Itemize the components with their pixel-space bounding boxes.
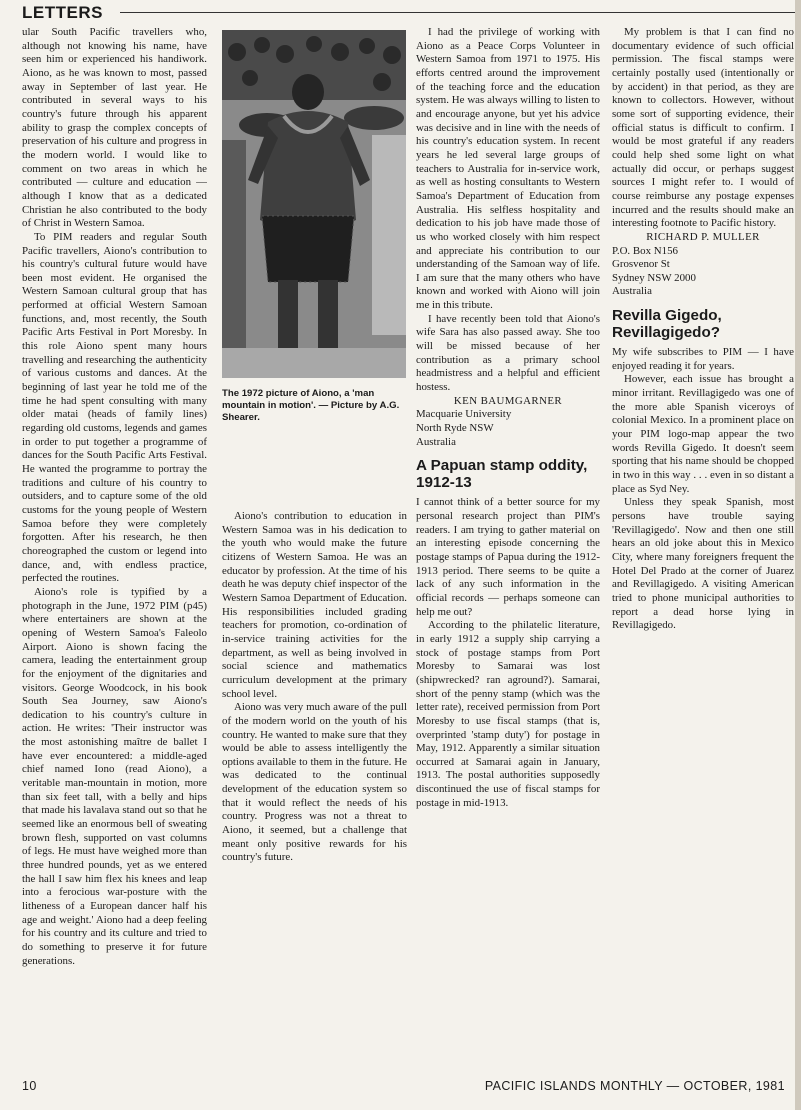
article1-paragraph-6: I had the privilege of working with Aiono as a Peace Corps Volunteer in Western Samoa from 1971 to 1975. His efforts centred around the improvement of the teaching force and the education system. He was always willing to listen to and encourage anyone, but yet his advice was decisive and in line with the needs of his country's education system. In recent years he led several large groups of teachers to Australia for in-service work, as well as hosting consultants to Western Samoa's Department of Education from Australia. His selfless hospitality and dedication to his job have made those of us who worked closely with him respect and appreciate his contribution to our understanding of the Samoan way of life. I am sure that the many others who have known and worked with Aiono will join me in this tribute. (416, 26, 600, 312)
article1-paragraph-4: Aiono's contribution to education in Western Samoa was in his dedication to the youth who would make the future citizens of Western Samoa. He was an educator by profession. At the time of his death he was deputy chief inspector of the Western Samoa Department of Education. His responsibilities included grading teachers for promotion, co-ordination of in-service training activities for the department, as well as being involved in social science and mathematics curriculum development at the primary school level. (222, 510, 407, 700)
article2-signature (612, 231, 794, 299)
article1-paragraph-2: To PIM readers and regular South Pacific travellers, Aiono's contribution to his country's cultural future would have been most evident. He organised the Western Samoan cultural group that has performed at official Western Samoan functions, and, most recently, the South Pacific Arts Festival in Port Moresby. In this role Aiono spent many hours travelling and researching the authenticity of various customs and dances. At the beginning of last year he told me of the time he had spent consulting with many older matai (heads of family lines) regarding old customs, legends and games in order to put together a programme of dances for the South Pacific Arts Festival. He wanted the programme to portray the traditions and culture of his country to outsiders, and to capture some of the old customs for the young people of Western Samoa before they were completely forgotten. After his research, he then choreographed the custom or legend into dance, and, with endless practice, perfected the routines. (22, 230, 207, 585)
photo-caption: The 1972 picture of Aiono, a 'man mountain in motion'. — Picture by A.G. Shearer. (222, 388, 400, 424)
header-rule (120, 12, 795, 13)
article2-author-line-2: P.O. Box N156 (612, 244, 678, 257)
page-edge (795, 0, 801, 1110)
article3-heading: Revilla Gigedo, Revillagigedo? (612, 307, 722, 342)
article1-paragraph-3: Aiono's role is typified by a photograph in the June, 1972 PIM (p45) where entertainers are shown at the opening of Western Samoa's Faleolo Airport. Aiono is shown facing the camera, leading the entertainment group for the enjoyment of the dignitaries and visitors. George Woodcock, in his book South Sea Journey, saw Aiono's dedication to his country's culture in action. He writes: 'Their instructor was the most astonishing maître de ballet I have ever encountered: a middle-aged chief named Iono (read Aiono), a veritable man-mountain in motion, more than six feet tall, with a belly and hips that made his lavalava stand out so that he seemed like an enormous bell of sweating brown flesh, supported on vast columns of legs. He must have weighed more than three hundred pounds, yet as we entered the hall I saw him flex his knees and leap into a ferocious war-posture with the litheness of a European dancer half his age and weight.' Aiono had a deep feeling for his country and its culture and tried to do something to preserve it for future generations. (22, 585, 207, 967)
article2-author-line-5: Australia (612, 285, 652, 298)
section-header: LETTERS (22, 3, 103, 22)
article1-author-name: KEN BAUMGARNER (453, 394, 563, 407)
article1-signature (416, 395, 600, 450)
article3-paragraph-3: Unless they speak Spanish, most persons have trouble saying 'Revillagigedo'. Now and then one still hears an old joke about this in Mexico City, where many foreigners frequent the Hotel Del Prado at the corner of Juarez and Revillagigedo. A visiting American tried to phone municipal authorities to report a dead horse lying in Revillagigedo. (612, 496, 794, 632)
article2-paragraph-1: I cannot think of a better source for my personal research project than PIM's readers. I am trying to gather material on an interesting episode concerning the postage stamps of Papua during the 1912-1913 period. There seems to be quite a lack of any such information in the official records — perhaps someone can help me out? (416, 496, 600, 618)
article2-paragraph-3: My problem is that I can find no documentary evidence of such official permission. The fiscal stamps were certainly postally used (intentionally or by accident) in that period, as they are known to collectors. However, without some sort of supporting evidence, their official status is difficult to confirm. I would be most grateful if any readers could help shed some light on what actually did occur, or perhaps suggest sources I might refer to. I would of course reimburse any postage expenses incurred and the results should make an interesting footnote to Pacific history. (612, 26, 794, 230)
article1-paragraph-1: ular South Pacific travellers who, although not knowing his name, have seen him or experienced his handiwork. Aiono, as he was known to most, passed away in September of last year. He contributed in several ways to his country's future through his apparent ability to grasp the complex concepts of preservation of his culture and progress in the modern world. I would like to comment on two areas in which he contributed — culture and education — although I know that as a dedicated Christian he also contributed to the body of Christ in Western Samoa. (22, 26, 207, 230)
article1-author-line-2: Macquarie University (416, 408, 512, 421)
page-number: 10 (22, 1079, 37, 1093)
article2-author-line-3: Grosvenor St (612, 258, 670, 271)
article2-heading: A Papuan stamp oddity, 1912-13 (416, 457, 588, 492)
column-4 (612, 26, 794, 1054)
column-2 (222, 510, 407, 1054)
article1-paragraph-7: I have recently been told that Aiono's wife Sara has also passed away. She too will be missed because of her contribution as a primary school headmistress and a helpful and efficient hostess. (416, 312, 600, 394)
dancer-photo-illustration (222, 30, 406, 378)
article2-paragraph-2: According to the philatelic literature, in early 1912 a supply ship carrying a stock of postage stamps from Port Moresby to Samarai was lost (shipwrecked? ran aground?). Samarai, short of the penny stamp (which was the letter rate), received permission from Port Moresby to use fiscal stamps (that is, overprinted 'stamp duty') for postage in May, 1912. Apparently a similar situation occurred at Samarai again in January, 1913. The postal authorities supposedly discontinued the use of fiscal stamps for postage in mid-1913. (416, 619, 600, 809)
column-3 (416, 26, 600, 1054)
article3-paragraph-2: However, each issue has brought a minor irritant. Revillagigedo was one of the more able Spanish viceroys of colonial Mexico. In a prominent place on your PIM logo-map appear the two words Revilla Gigedo. It doesn't seem sporting that his name should be chopped in two in this way . . . even in so distant a place as Syd Ney. (612, 373, 794, 495)
article1-paragraph-5: Aiono was very much aware of the pull of the modern world on the youth of his country. He wanted to make sure that they would be able to assess intelligently the options available to them in the future. He was dedicated to the continual development of the education system so that it would reflect the needs of his country. Progress was not a threat to Aiono, it seemed, but a challenge that meant only positive rewards for his country's future. (222, 701, 407, 864)
article2-author-name: RICHARD P. MULLER (646, 230, 760, 243)
column-1 (22, 26, 207, 1054)
publication-line: PACIFIC ISLANDS MONTHLY — OCTOBER, 1981 (484, 1079, 785, 1093)
article1-author-line-3: North Ryde NSW (416, 422, 494, 435)
article2-author-line-4: Sydney NSW 2000 (612, 271, 696, 284)
article3-paragraph-1: My wife subscribes to PIM — I have enjoyed reading it for years. (612, 346, 794, 372)
dancer-photo (222, 30, 406, 378)
article1-author-line-4: Australia (416, 435, 456, 448)
